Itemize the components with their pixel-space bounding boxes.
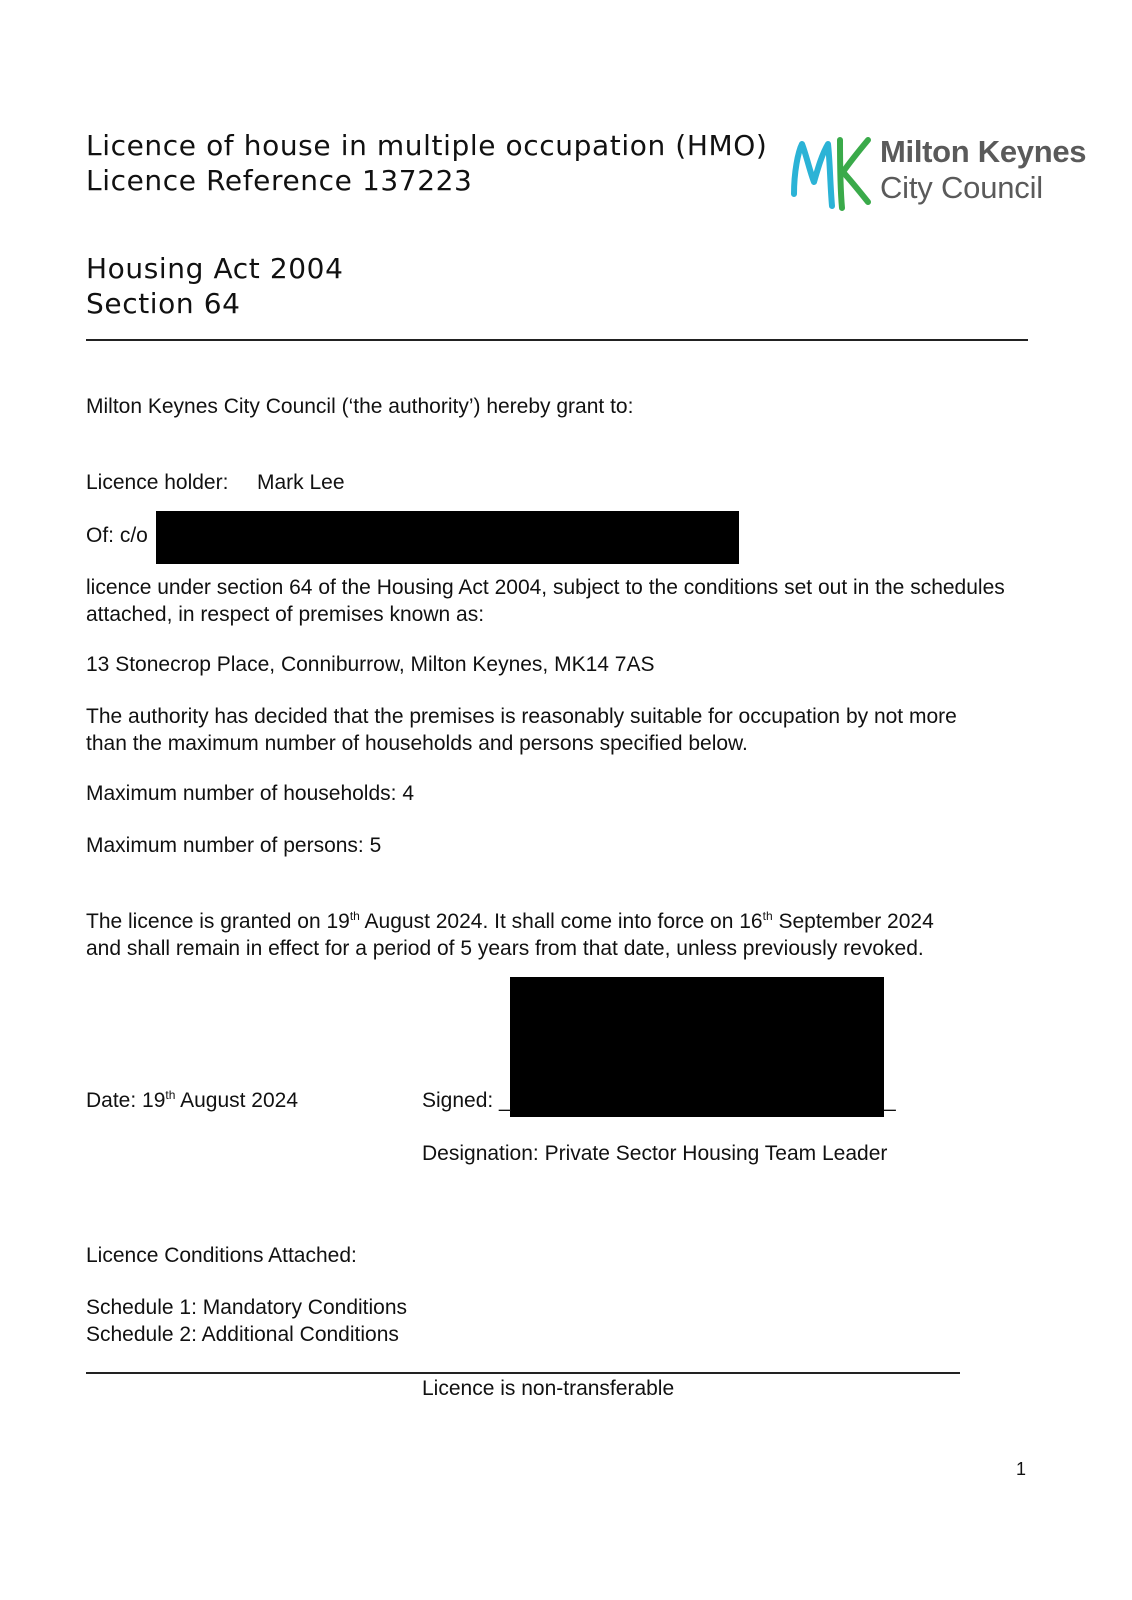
- licence-holder-name: Mark Lee: [257, 471, 345, 494]
- suitability-line-1: The authority has decided that the premises is reasonably suitable for occupation by not more: [86, 705, 957, 728]
- licence-statement-line-2: attached, in respect of premises known as:: [86, 603, 485, 626]
- max-households: Maximum number of households: 4: [86, 782, 414, 805]
- granted-text-b: August 2024. It shall come into force on 16: [359, 910, 763, 933]
- footer-divider: [86, 1372, 960, 1374]
- granted-text-a: The licence is granted on 19: [86, 910, 350, 933]
- max-persons: Maximum number of persons: 5: [86, 834, 382, 857]
- logo-name-line-2: City Council: [880, 170, 1043, 205]
- non-transferable-note: Licence is non-transferable: [422, 1377, 675, 1400]
- suitability-statement: [86, 703, 957, 757]
- granted-sup-1: th: [349, 909, 360, 923]
- granted-sup-2: th: [762, 909, 773, 923]
- signed-tail: _: [884, 1089, 896, 1112]
- redacted-signature: [510, 977, 884, 1117]
- redacted-address: [156, 511, 739, 564]
- act-block: [86, 251, 344, 321]
- conditions-heading: Licence Conditions Attached:: [86, 1244, 357, 1267]
- page-number: 1: [1016, 1459, 1027, 1479]
- title-line-1: Licence of house in multiple occupation (HMO): [86, 129, 768, 162]
- act-line-1: Housing Act 2004: [86, 252, 344, 285]
- grant-intro: Milton Keynes City Council (‘the authority’) hereby grant to:: [86, 395, 634, 418]
- schedule-list: [86, 1294, 407, 1348]
- act-line-2: Section 64: [86, 287, 241, 320]
- granted-text-c: September 2024: [772, 910, 934, 933]
- signed-label: Signed: _: [422, 1089, 511, 1112]
- council-logo: [788, 126, 1104, 216]
- schedule-1: Schedule 1: Mandatory Conditions: [86, 1296, 408, 1319]
- header-divider: [86, 339, 1028, 341]
- address-label: Of: c/o: [86, 524, 148, 547]
- logo-name-line-1: Milton Keynes: [880, 134, 1087, 169]
- title-line-2: Licence Reference 137223: [86, 164, 473, 197]
- licence-statement: [86, 574, 1005, 628]
- schedule-2: Schedule 2: Additional Conditions: [86, 1323, 399, 1346]
- designation: Designation: Private Sector Housing Team Leader: [422, 1142, 888, 1165]
- premises-address: 13 Stonecrop Place, Conniburrow, Milton Keynes, MK14 7AS: [86, 653, 655, 676]
- grant-dates: [86, 908, 934, 962]
- grant-dates-line-1: [86, 908, 934, 935]
- date-text-a: Date: 19: [86, 1089, 166, 1112]
- mk-monogram-icon: [788, 132, 872, 214]
- licence-statement-line-1: licence under section 64 of the Housing Act 2004, subject to the conditions set out in the schedules: [86, 576, 1005, 599]
- suitability-line-2: than the maximum number of households and persons specified below.: [86, 732, 748, 755]
- date-sup: th: [165, 1088, 176, 1102]
- issue-date: [86, 1087, 298, 1114]
- title-block: [86, 128, 767, 198]
- grant-dates-line-2: and shall remain in effect for a period of 5 years from that date, unless previously revoked.: [86, 937, 924, 960]
- date-text-b: August 2024: [175, 1089, 299, 1112]
- licence-holder-label: Licence holder:: [86, 471, 229, 494]
